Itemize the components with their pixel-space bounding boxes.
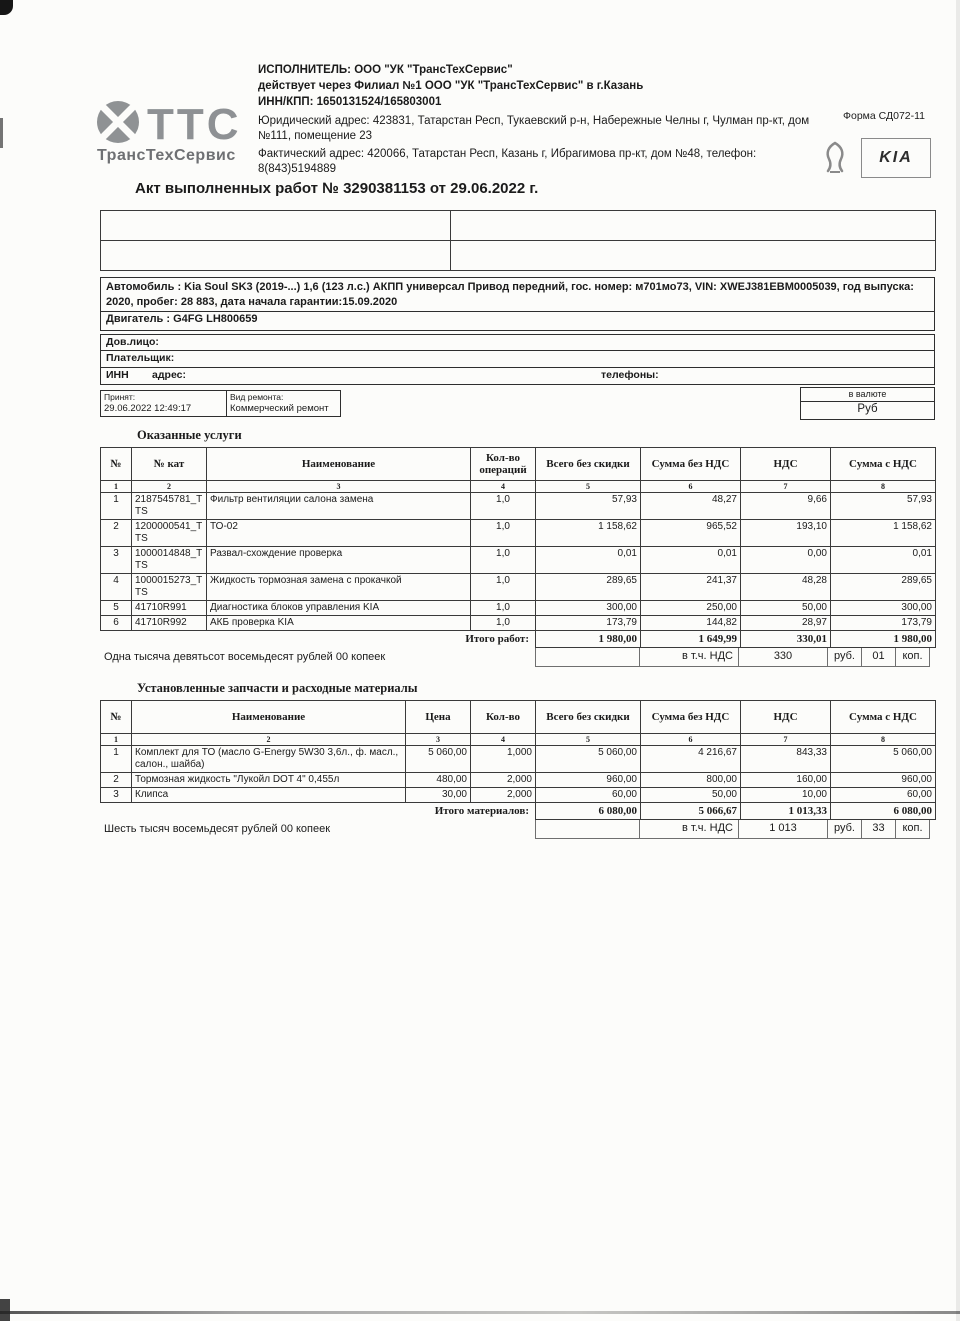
executor-legal-address: Юридический адрес: 423831, Татарстан Респ, Тукаевский р-н, Набережные Челны г, Чулман пр-кт, дом №111, помещение 23 [258,115,810,142]
table-header-row [101,701,936,734]
table-cell: 57,93 [536,493,641,520]
table-cell: 1 158,62 [831,520,936,547]
table-cell: 144,82 [641,616,741,631]
table-cell: 1,0 [471,520,536,547]
executor-role: ИСПОЛНИТЕЛЬ: ООО "УК "ТрансТехСервис" [258,64,513,76]
brand-logos [814,138,931,178]
total-value: 1 013,33 [741,803,831,820]
column-header: Сумма без НДС [641,701,741,734]
amount-in-words: Одна тысяча девятьсот восемьдесят рублей 00 копеек [104,651,386,663]
fifa-world-cup-emblem-icon [814,138,856,178]
table-cell: 50,00 [741,601,831,616]
table-row [101,241,936,271]
services-section [100,428,935,667]
services-section-title: Оказанные услуги [137,428,242,442]
table-cell: 241,37 [641,574,741,601]
logo-brand-text: ТТС [147,99,242,149]
total-value: 6 080,00 [831,803,936,820]
totals-row [101,631,936,648]
company-logo [95,99,242,150]
table-cell: 960,00 [536,773,641,788]
inn-address-label: ИНН адрес: [106,369,187,381]
table-cell: 4 216,67 [641,746,741,773]
column-header: НДС [741,701,831,734]
amount-in-words: Шесть тысяч восемьдесят рублей 00 копеек [104,823,331,835]
table-row [101,788,936,803]
table-cell: 5 060,00 [536,746,641,773]
column-header: № кат [132,448,207,481]
vat-kopecks: 01 [861,648,896,667]
empty-cell [451,241,936,271]
table-cell: 2,000 [471,788,536,803]
column-number: 4 [471,481,536,493]
accepted-value: 29.06.2022 12:49:17 [104,403,192,414]
currency-label: в валюте [801,388,934,402]
table-cell: 0,01 [536,547,641,574]
table-cell: 6 [101,616,132,631]
table-cell: 173,79 [831,616,936,631]
total-value: 5 066,67 [641,803,741,820]
column-header: Кол-во операций [471,448,536,481]
phones-label: телефоны: [601,369,659,381]
vat-label: в т.ч. НДС [639,820,739,839]
table-cell: 30,00 [406,788,471,803]
column-number: 2 [132,734,406,746]
table-cell: 1,0 [471,547,536,574]
table-cell: 1200000541_TTS [132,520,207,547]
table-cell: 41710R992 [132,616,207,631]
table-row [101,547,936,574]
column-header: Сумма с НДС [831,701,936,734]
rub-unit-label: руб. [827,648,862,667]
total-value: 330,01 [741,631,831,648]
services-table [100,447,936,648]
table-cell: 3 [101,788,132,803]
scan-artifact [0,1311,960,1314]
table-header-row [101,448,936,481]
table-cell: 2 [101,520,132,547]
table-cell: Диагностика блоков управления KIA [207,601,471,616]
table-cell: 1 158,62 [536,520,641,547]
table-cell: 4 [101,574,132,601]
summary-empty-cell [535,820,640,839]
table-cell: 1,0 [471,616,536,631]
column-header: НДС [741,448,831,481]
table-cell: Фильтр вентиляции салона замена [207,493,471,520]
accepted-box [100,390,227,417]
column-number: 6 [641,734,741,746]
total-value: 1 649,99 [641,631,741,648]
table-row [101,773,936,788]
table-cell: 5 060,00 [406,746,471,773]
header-empty-table [100,210,936,271]
column-header: Наименование [207,448,471,481]
table-cell: 1,0 [471,574,536,601]
table-cell: 9,66 [741,493,831,520]
vat-kopecks: 33 [861,820,896,839]
column-number-row [101,481,936,493]
table-row [101,520,936,547]
table-cell: 0,01 [641,547,741,574]
table-row [101,493,936,520]
document-title: Акт выполненных работ № 3290381153 от 29.06.2022 г. [135,180,539,197]
table-cell: 57,93 [831,493,936,520]
table-cell: 2,000 [471,773,536,788]
column-header: Сумма с НДС [831,448,936,481]
table-cell: 1 [101,493,132,520]
repair-type-label: Вид ремонта: [230,392,284,402]
vehicle-info-box [100,277,935,331]
totals-row [101,803,936,820]
payer-row: Плательщик: [100,351,935,368]
vat-rubles: 330 [738,648,828,667]
table-cell: 3 [101,547,132,574]
table-cell: 2187545781_TTS [132,493,207,520]
table-cell: 843,33 [741,746,831,773]
column-number: 5 [536,481,641,493]
column-number: 1 [101,481,132,493]
accepted-label: Принят: [104,392,136,402]
table-row [101,211,936,241]
column-number: 8 [831,734,936,746]
scan-artifact [0,118,3,148]
currency-box [800,387,935,420]
column-number: 1 [101,734,132,746]
table-cell: 48,27 [641,493,741,520]
table-cell: 41710R991 [132,601,207,616]
table-cell: 1 [101,746,132,773]
column-header: Всего без скидки [536,448,641,481]
table-cell: 160,00 [741,773,831,788]
column-header: Цена [406,701,471,734]
column-number: 3 [406,734,471,746]
repair-type-box [226,390,341,417]
table-cell: Комплект для ТО (масло G-Energy 5W30 3,6л., ф. масл., салон., шайба) [132,746,406,773]
rub-unit-label: руб. [827,820,862,839]
table-cell: 300,00 [831,601,936,616]
scan-artifact [0,1299,10,1321]
table-cell: 1,0 [471,493,536,520]
column-number: 4 [471,734,536,746]
kia-logo: KIA [861,138,931,178]
table-cell: 28,97 [741,616,831,631]
column-number: 2 [132,481,207,493]
parts-table [100,700,936,820]
executor-branch: действует через Филиал №1 ООО "УК "ТрансТехСервис" в г.Казань [258,80,644,92]
column-header: № [101,701,132,734]
table-row [101,574,936,601]
column-number: 5 [536,734,641,746]
table-cell: 0,00 [741,547,831,574]
table-cell: 60,00 [831,788,936,803]
party-rows [100,334,935,385]
table-cell: Жидкость тормозная замена с прокачкой [207,574,471,601]
tts-logo-icon [95,99,141,150]
table-row [101,601,936,616]
table-cell: 960,00 [831,773,936,788]
executor-inn: ИНН/КПП: 1650131524/165803001 [258,96,442,108]
table-cell: 800,00 [641,773,741,788]
table-cell: 10,00 [741,788,831,803]
summary-empty-cell [535,648,640,667]
parts-summary-row [100,820,935,839]
column-number: 3 [207,481,471,493]
total-value: 6 080,00 [536,803,641,820]
table-cell: АКБ проверка KIA [207,616,471,631]
column-header: Всего без скидки [536,701,641,734]
table-row [101,746,936,773]
column-number: 7 [741,481,831,493]
column-header: № [101,448,132,481]
scan-artifact [956,0,960,1321]
empty-cell [451,211,936,241]
total-value: 1 980,00 [831,631,936,648]
table-cell: 5 [101,601,132,616]
engine-info: Двигатель : G4FG LH800659 [100,312,935,331]
column-number-row [101,734,936,746]
table-cell: Клипса [132,788,406,803]
table-cell: ТО-02 [207,520,471,547]
table-cell: 1,000 [471,746,536,773]
parts-section-title: Установленные запчасти и расходные материалы [137,681,418,695]
empty-cell [101,211,451,241]
table-cell: 965,52 [641,520,741,547]
table-cell: 1,0 [471,601,536,616]
services-summary-row [100,648,935,667]
scan-artifact [0,0,13,15]
table-cell: 300,00 [536,601,641,616]
column-header: Кол-во [471,701,536,734]
table-cell: 289,65 [536,574,641,601]
dov-litso-row: Дов.лицо: [100,334,935,351]
table-row [101,616,936,631]
table-cell: 480,00 [406,773,471,788]
column-number: 8 [831,481,936,493]
repair-type-value: Коммерческий ремонт [230,403,329,414]
services-total-label: Итого работ: [465,633,529,646]
table-cell: 2 [101,773,132,788]
table-cell: 0,01 [831,547,936,574]
currency-value: Руб [857,403,878,415]
parts-total-label: Итого материалов: [434,805,529,818]
column-number: 7 [741,734,831,746]
table-cell: 50,00 [641,788,741,803]
logo-subtitle: ТрансТехСервис [97,147,236,164]
table-cell: 193,10 [741,520,831,547]
column-header: Сумма без НДС [641,448,741,481]
column-number: 6 [641,481,741,493]
parts-section [100,681,935,839]
table-cell: 173,79 [536,616,641,631]
executor-info [258,62,823,176]
table-cell: 5 060,00 [831,746,936,773]
table-cell: 289,65 [831,574,936,601]
vat-rubles: 1 013 [738,820,828,839]
empty-cell [101,241,451,271]
table-cell: 48,28 [741,574,831,601]
table-cell: Развал-схождение проверка [207,547,471,574]
executor-actual-address: Фактический адрес: 420066, Татарстан Респ, Казань г, Ибрагимова пр-кт, дом №48, телефон: 8(843)5194889 [258,148,757,175]
table-cell: 1000014848_TTS [132,547,207,574]
vehicle-info: Автомобиль : Kia Soul SK3 (2019-...) 1,6 (123 л.с.) АКПП универсал Привод передний, гос. номер: м701мо73, VIN: XWEJ381EBM0005039, год выпуска: 2020, пробег: 28 883, дата начала гарантии:15.09.2020 [100,277,935,312]
column-header: Наименование [132,701,406,734]
inn-address-row [100,368,935,385]
table-cell: Тормозная жидкость "Лукойл DOT 4" 0,455л [132,773,406,788]
kop-unit-label: коп. [895,820,930,839]
vat-label: в т.ч. НДС [639,648,739,667]
form-code: Форма СД072-11 [843,110,926,122]
table-cell: 1000015273_TTS [132,574,207,601]
table-cell: 60,00 [536,788,641,803]
total-value: 1 980,00 [536,631,641,648]
table-cell: 250,00 [641,601,741,616]
kop-unit-label: коп. [895,648,930,667]
